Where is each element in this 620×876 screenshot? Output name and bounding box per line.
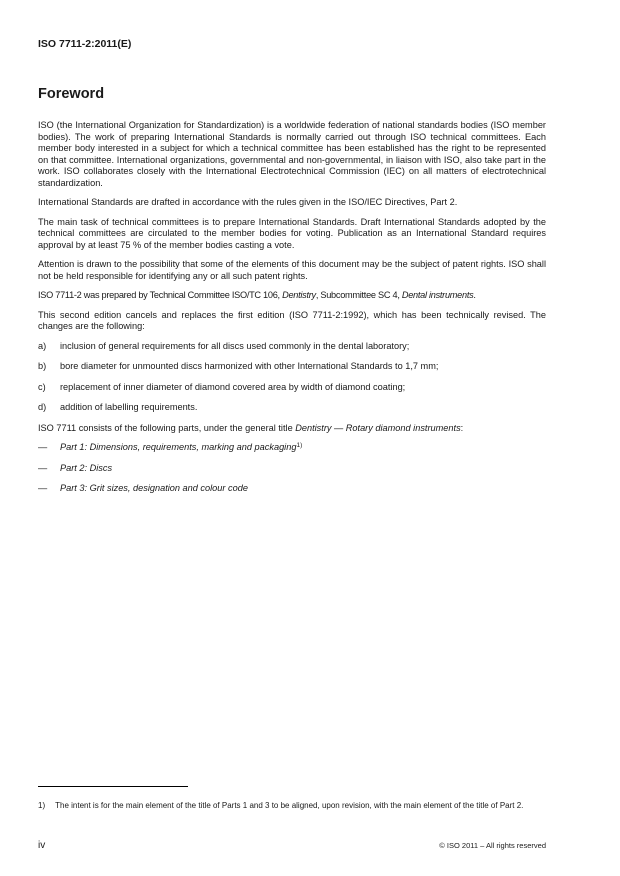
part-title: Part 3: Grit sizes, designation and colour code	[60, 483, 248, 493]
list-item-text: inclusion of general requirements for all discs used commonly in the dental laboratory;	[60, 340, 410, 351]
paragraph-second-edition: This second edition cancels and replaces the first edition (ISO 7711-2:1992), which has been technically revised. The changes are the following:	[38, 309, 546, 331]
paragraph-iso-intro: ISO (the International Organization for Standardization) is a worldwide federation of national standards bodies (ISO member bodies). The work of preparing International Standards is normally carried out through ISO technical committees. Each member body interested in a subject for which a technical committee has been established has the right to be represented on that committee. International organizations, governmental and non-governmental, in liaison with ISO, also take part in the work. ISO collaborates closely with the International Electrotechnical Commission (IEC) on all matters of electrotechnical standardization.	[38, 120, 546, 188]
list-item	[38, 382, 546, 394]
part-title-text: Part 1: Dimensions, requirements, marking and packaging	[60, 442, 297, 452]
list-item	[38, 402, 546, 414]
list-item	[38, 341, 546, 353]
list-marker: —	[38, 462, 48, 473]
list-item-text: replacement of inner diameter of diamond covered area by width of diamond coating;	[60, 381, 406, 392]
parts-intro-text: ISO 7711 consists of the following parts, under the general title	[38, 422, 296, 433]
list-item-text: addition of labelling requirements.	[60, 402, 198, 412]
footnote-text: The intent is for the main element of the title of Parts 1 and 3 to be aligned, upon revision, with the main element of the title of Part 2.	[55, 801, 524, 810]
prepared-by-text: ISO 7711-2 was prepared by Technical Committee ISO/TC 106,	[38, 290, 283, 300]
footnote-number: 1)	[38, 801, 46, 810]
copyright-notice: © ISO 2011 – All rights reserved	[439, 841, 546, 850]
prepared-by-end: .	[473, 290, 476, 300]
page-title: Foreword	[38, 86, 105, 102]
list-marker: —	[38, 442, 48, 452]
list-marker: c)	[38, 381, 46, 392]
list-item	[38, 361, 546, 373]
list-marker: —	[38, 483, 48, 493]
list-marker: d)	[38, 402, 47, 412]
list-item	[38, 483, 546, 495]
footnote-divider	[38, 786, 188, 787]
subcommittee-title: Dental instruments	[401, 290, 474, 300]
subcommittee-text: , Subcommittee SC 4,	[315, 290, 402, 300]
page-number: iv	[38, 840, 46, 851]
list-item	[38, 442, 546, 454]
list-item	[38, 463, 546, 475]
general-title: Dentistry — Rotary diamond instruments	[295, 422, 461, 433]
paragraph-parts-intro	[38, 423, 546, 435]
list-item-text: bore diameter for unmounted discs harmonized with other International Standards to 1,7 mm;	[60, 361, 439, 371]
paragraph-main-task: The main task of technical committees is to prepare International Standards. Draft International Standards adopted by the technical committees are circulated to the member bodies for voting. Publication as an International Standard requires approval by at least 75 % of the member bodies casting a vote.	[38, 216, 546, 250]
committee-title: Dentistry	[282, 290, 316, 300]
paragraph-directives: International Standards are drafted in accordance with the rules given in the ISO/IEC Directives, Part 2.	[38, 197, 458, 207]
paragraph-prepared-by	[38, 290, 546, 302]
part-title	[60, 442, 302, 454]
list-marker: a)	[38, 340, 47, 351]
part-title: Part 2: Discs	[60, 462, 113, 473]
footnote	[38, 801, 550, 811]
foreword-body	[38, 120, 546, 504]
document-id-header: ISO 7711-2:2011(E)	[38, 38, 132, 50]
footnote-reference[interactable]: 1)	[296, 442, 303, 449]
list-marker: b)	[38, 361, 47, 371]
parts-intro-end: :	[460, 422, 464, 433]
paragraph-patent-rights: Attention is drawn to the possibility that some of the elements of this document may be the subject of patent rights. ISO shall not be held responsible for identifying any or all such patent rights.	[38, 259, 546, 281]
